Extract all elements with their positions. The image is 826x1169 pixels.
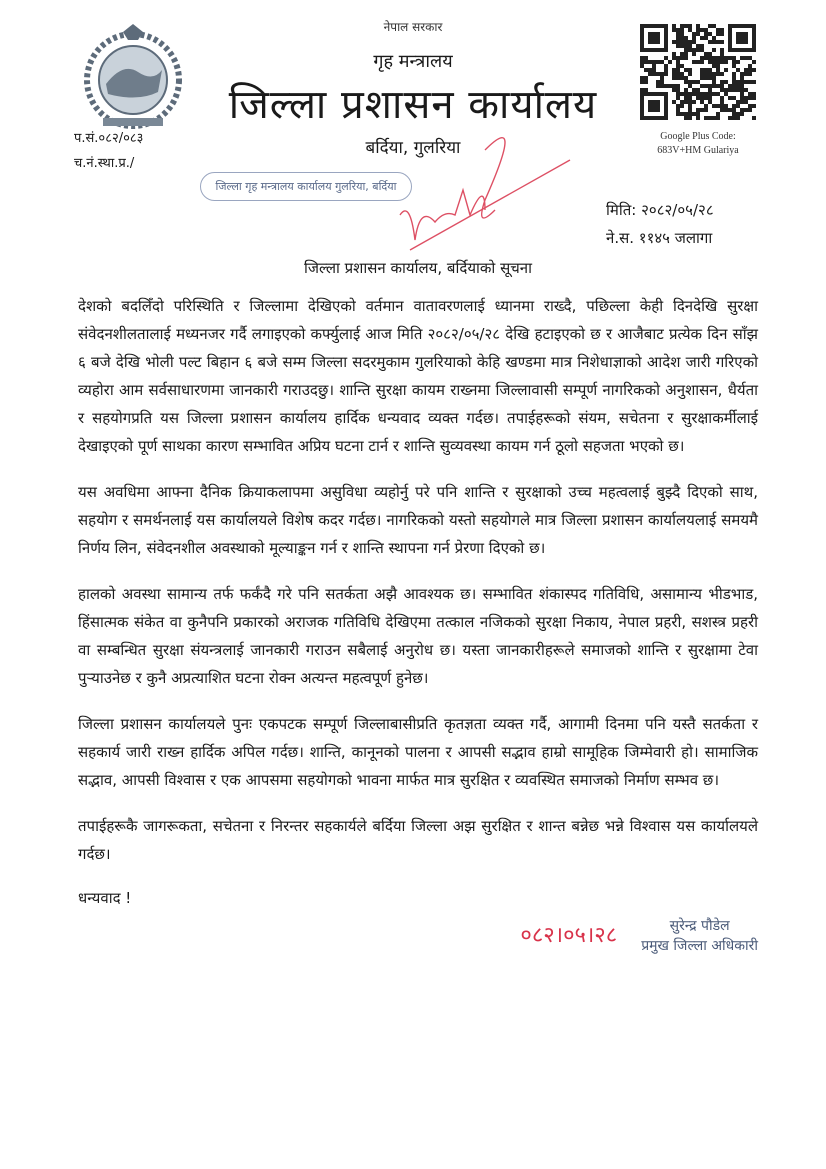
government-name: नेपाल सरकार	[383, 20, 443, 34]
signatory	[641, 916, 758, 956]
signatory-name: सुरेन्द्र पौडेल	[669, 918, 730, 934]
ministry-name: गृह मन्त्रालय	[373, 51, 453, 72]
notice-paragraph: हालको अवस्था सामान्य तर्फ फर्कंदै गरे पनि सतर्कता अझै आवश्यक छ। सम्भावित शंकास्पद गतिविधि, असामान्य भीडभाड, हिंसात्मक संकेत वा कुनैपनि प्रकारको अराजक गतिविधि देखिएमा तत्काल नजिकको सुरक्षा निकाय, नेपाल प्रहरी, सशस्त्र प्रहरी वा सम्बन्धित सुरक्षा संयन्त्रलाई जानकारी गराउन सबैलाई अनुरोध छ। यस्ता जानकारीहरूले समाजको शान्ति र सुरक्षामा टेवा पुऱ्याउनेछ र कुनै अप्रत्याशित घटना रोक्न अत्यन्त महत्वपूर्ण हुनेछ।	[78, 585, 758, 687]
notice-paragraph: देशको बदलिँदो परिस्थिति र जिल्लामा देखिएको वर्तमान वातावरणलाई ध्यानमा राख्दै, पछिल्ला केही दिनदेखि सुरक्षा संवेदनशीलतालाई मध्यनजर गर्दै लगाइएको कर्फ्युलाई आज मिति २०८२/०५/२८ देखि हटाइएको छ र आजैबाट प्रत्येक दिन साँझ ६ बजे देखि भोली पल्ट बिहान ६ बजे सम्म जिल्ला सदरमुकाम गुलरियाको केहि खण्डमा मात्र निशेधाज्ञाको आदेश जारी गरिएको व्यहोरा आम सर्वसाधारणमा जानकारी गराउदछु। शान्ति सुरक्षा कायम राख्नमा जिल्लावासी सम्पूर्ण नागरिकको अनुशासन, धैर्यता र सहयोगप्रति यस जिल्ला प्रशासन कार्यालय हार्दिक धन्यवाद व्यक्त गर्दछ। तपाईहरूको संयम, सचेतना र सुरक्षाकर्मीलाई देखाइएको पूर्ण साथका कारण सम्भावित अप्रिय घटना टार्न र शान्ति सुव्यवस्था कायम गर्न ठूलो सहजता भएको छ।	[78, 297, 758, 455]
reference-number: प.सं.०८२/०८३	[74, 131, 144, 146]
signatory-title: प्रमुख जिल्ला अधिकारी	[641, 938, 758, 954]
office-name: जिल्ला प्रशासन कार्यालय	[228, 82, 598, 128]
office-location: बर्दिया, गुलरिया	[365, 138, 461, 158]
letter-date: मिति: २०८२/०५/२८	[606, 201, 714, 219]
notice-title: जिल्ला प्रशासन कार्यालय, बर्दियाको सूचना	[304, 259, 532, 277]
plus-code	[620, 130, 776, 158]
qr-code	[640, 24, 756, 120]
handwritten-date: ०८२।०५।२८	[520, 923, 618, 948]
dispatch-number: च.नं.स्था.प्र./	[74, 156, 135, 171]
nepal-sambat-date: ने.स. ११४५ जलागा	[606, 229, 713, 247]
signature-block	[78, 916, 758, 956]
header-signature-line	[410, 160, 570, 250]
stamp-text: जिल्ला गृह मन्त्रालय कार्यालय गुलरिया, बर्दिया	[215, 180, 397, 193]
closing-text: धन्यवाद !	[78, 889, 132, 907]
office-stamp	[200, 172, 412, 201]
plus-code-value: 683V+HM Gulariya	[657, 145, 739, 156]
notice-paragraph: जिल्ला प्रशासन कार्यालयले पुनः एकपटक सम्पूर्ण जिल्लाबासीप्रति कृतज्ञता व्यक्त गर्दै, आगामी दिनमा पनि यस्तै सतर्कता र सहकार्य जारी राख्न हार्दिक अपिल गर्दछ। शान्ति, कानूनको पालना र आपसी सद्भाव हाम्रो सामूहिक जिम्मेवारी हो। सामाजिक सद्भाव, आपसी विश्वास र एक आपसमा सहयोगको भावना मार्फत मात्र सुरक्षित र व्यवस्थित समाजको निर्माण सम्भव छ।	[78, 715, 758, 789]
notice-paragraph: यस अवधिमा आफ्ना दैनिक क्रियाकलापमा असुविधा व्यहोर्नु परे पनि शान्ति र सुरक्षाको उच्च महत्वलाई बुझ्दै दिएको साथ, सहयोग र समर्थनलाई यस कार्यालयले विशेष कदर गर्दछ। नागरिकको यस्तो सहयोगले मात्र जिल्ला प्रशासन कार्यालयलाई समयमै निर्णय लिन, संवेदनशील अवस्थाको मूल्याङ्कन गर्न र शान्ति स्थापना गर्न प्रेरणा दिएको छ।	[78, 483, 758, 557]
notice-paragraph: तपाईहरूकै जागरूकता, सचेतना र निरन्तर सहकार्यले बर्दिया जिल्ला अझ सुरक्षित र शान्त बन्नेछ भन्ने विश्वास यस कार्यालयले गर्दछ।	[78, 817, 758, 863]
plus-code-label: Google Plus Code:	[660, 131, 736, 142]
notice-body	[78, 256, 758, 956]
